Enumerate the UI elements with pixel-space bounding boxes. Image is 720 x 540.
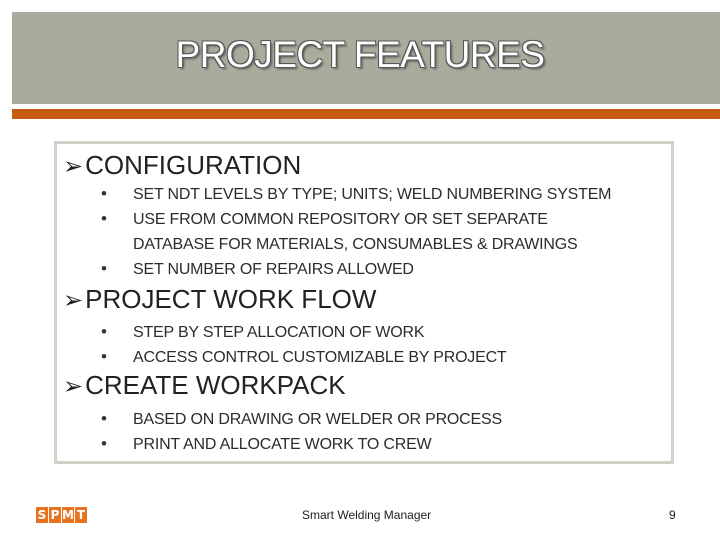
bullet-icon: • <box>101 409 107 428</box>
list-item: USE FROM COMMON REPOSITORY OR SET SEPARATE <box>133 211 548 228</box>
content-box <box>54 141 674 464</box>
bullet-icon: • <box>101 209 107 228</box>
bullet-icon: • <box>101 322 107 341</box>
arrow-bullet-icon: ➢ <box>63 373 84 400</box>
list-item: STEP BY STEP ALLOCATION OF WORK <box>133 324 425 341</box>
footer-text: Smart Welding Manager <box>302 508 432 522</box>
logo-letter: S <box>37 508 47 522</box>
bullet-icon: • <box>101 347 107 366</box>
section-heading-create-workpack: ➢CREATE WORKPACK <box>63 370 346 400</box>
list-item: PRINT AND ALLOCATE WORK TO CREW <box>133 436 432 453</box>
section-heading-configuration: ➢CONFIGURATION <box>63 150 302 180</box>
slide-title: PROJECT FEATURES <box>175 34 545 75</box>
bullet-icon: • <box>101 434 107 453</box>
arrow-bullet-icon: ➢ <box>63 153 84 180</box>
logo-letter: T <box>76 508 86 522</box>
list-item: SET NDT LEVELS BY TYPE; UNITS; WELD NUMBERING SYSTEM <box>133 186 612 203</box>
list-item: BASED ON DRAWING OR WELDER OR PROCESS <box>133 411 502 428</box>
logo-letter: M <box>62 508 74 522</box>
list-item-continuation: DATABASE FOR MATERIALS, CONSUMABLES & DRAWINGS <box>133 236 578 253</box>
page-number: 9 <box>669 508 676 522</box>
logo-letter: P <box>50 508 60 522</box>
list-item: SET NUMBER OF REPAIRS ALLOWED <box>133 261 414 278</box>
arrow-bullet-icon: ➢ <box>63 287 84 314</box>
spmt-logo <box>36 507 87 523</box>
list-item: ACCESS CONTROL CUSTOMIZABLE BY PROJECT <box>133 349 507 366</box>
bullet-icon: • <box>101 184 107 203</box>
bullet-icon: • <box>101 259 107 278</box>
accent-rule <box>12 109 720 119</box>
section-heading-project-work-flow: ➢PROJECT WORK FLOW <box>63 284 377 314</box>
